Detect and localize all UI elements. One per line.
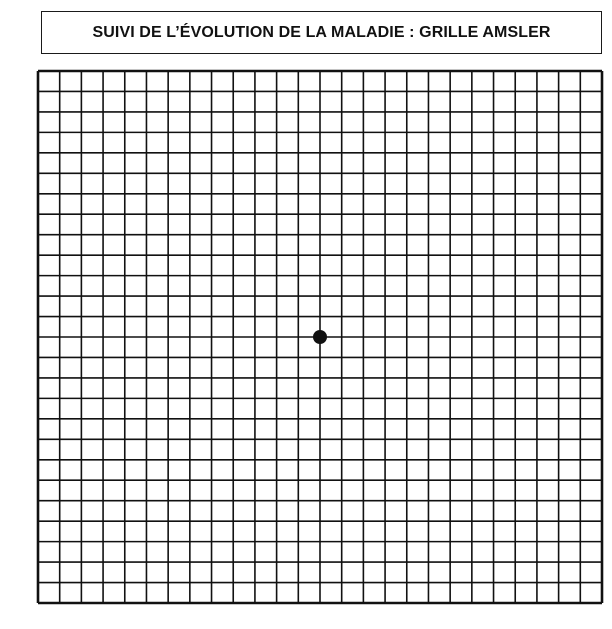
- title-box: [41, 11, 602, 54]
- fixation-point-dot: [313, 330, 327, 344]
- page-title: SUIVI DE L’ÉVOLUTION DE LA MALADIE : GRILLE AMSLER: [92, 23, 551, 41]
- amsler-grid-container: [34, 68, 606, 606]
- amsler-grid: [34, 68, 606, 606]
